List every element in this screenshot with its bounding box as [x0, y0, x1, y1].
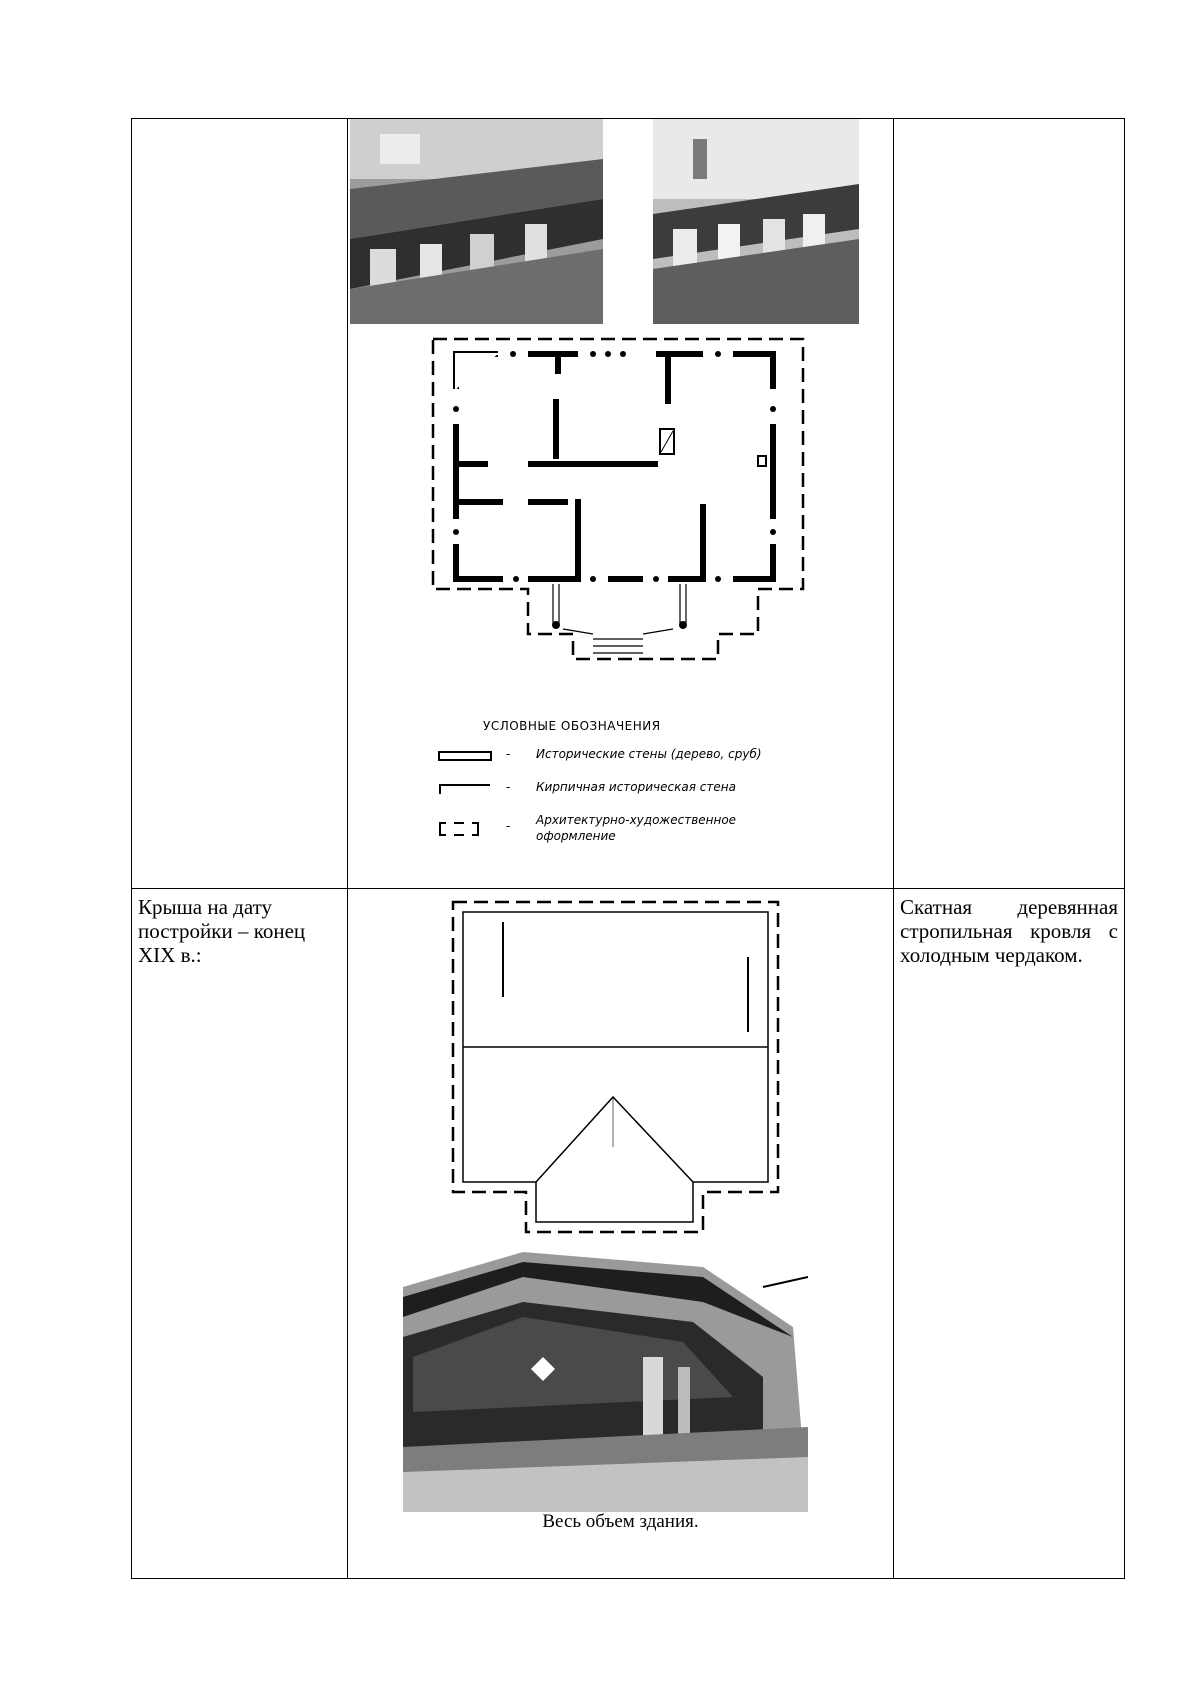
- empty-cell: [132, 119, 348, 889]
- roof-date-label: Крыша на дату постройки – конец XIX в.:: [138, 895, 306, 967]
- legend-title: УСЛОВНЫЕ ОБОЗНАЧЕНИЯ: [483, 719, 661, 733]
- legend-dash: -: [506, 747, 511, 761]
- legend-symbol-decoration: [438, 821, 498, 837]
- roof-plan: [448, 897, 798, 1242]
- attic-photo-caption: Весь объем здания.: [542, 1511, 699, 1532]
- legend-symbol-brick-wall: [438, 782, 498, 796]
- legend-label-decoration: Архитектурно-художественное оформление: [536, 813, 737, 843]
- facade-photo-left: [350, 119, 603, 324]
- label-cell: [132, 889, 348, 1579]
- attic-photo: [403, 1247, 808, 1512]
- table-row: [132, 119, 1125, 889]
- legend-label-historic-wall: Исторические стены (дерево, сруб): [536, 747, 762, 761]
- facade-photo-right: [653, 119, 859, 324]
- floor-plan: [428, 334, 818, 694]
- table-row: [132, 889, 1125, 1579]
- roof-figure-cell: [348, 889, 894, 1579]
- roof-description: Скатная деревянная стропильная кровля с холодным чердаком.: [900, 895, 1118, 967]
- legend-dash: -: [506, 780, 511, 794]
- description-cell: [894, 889, 1125, 1579]
- legend-dash: -: [506, 819, 511, 833]
- floor-plan-cell: [348, 119, 894, 889]
- legend-label-brick-wall: Кирпичная историческая стена: [536, 780, 736, 794]
- legend-symbol-historic-wall: [438, 749, 498, 763]
- empty-cell: [894, 119, 1125, 889]
- document-table: [131, 118, 1125, 1579]
